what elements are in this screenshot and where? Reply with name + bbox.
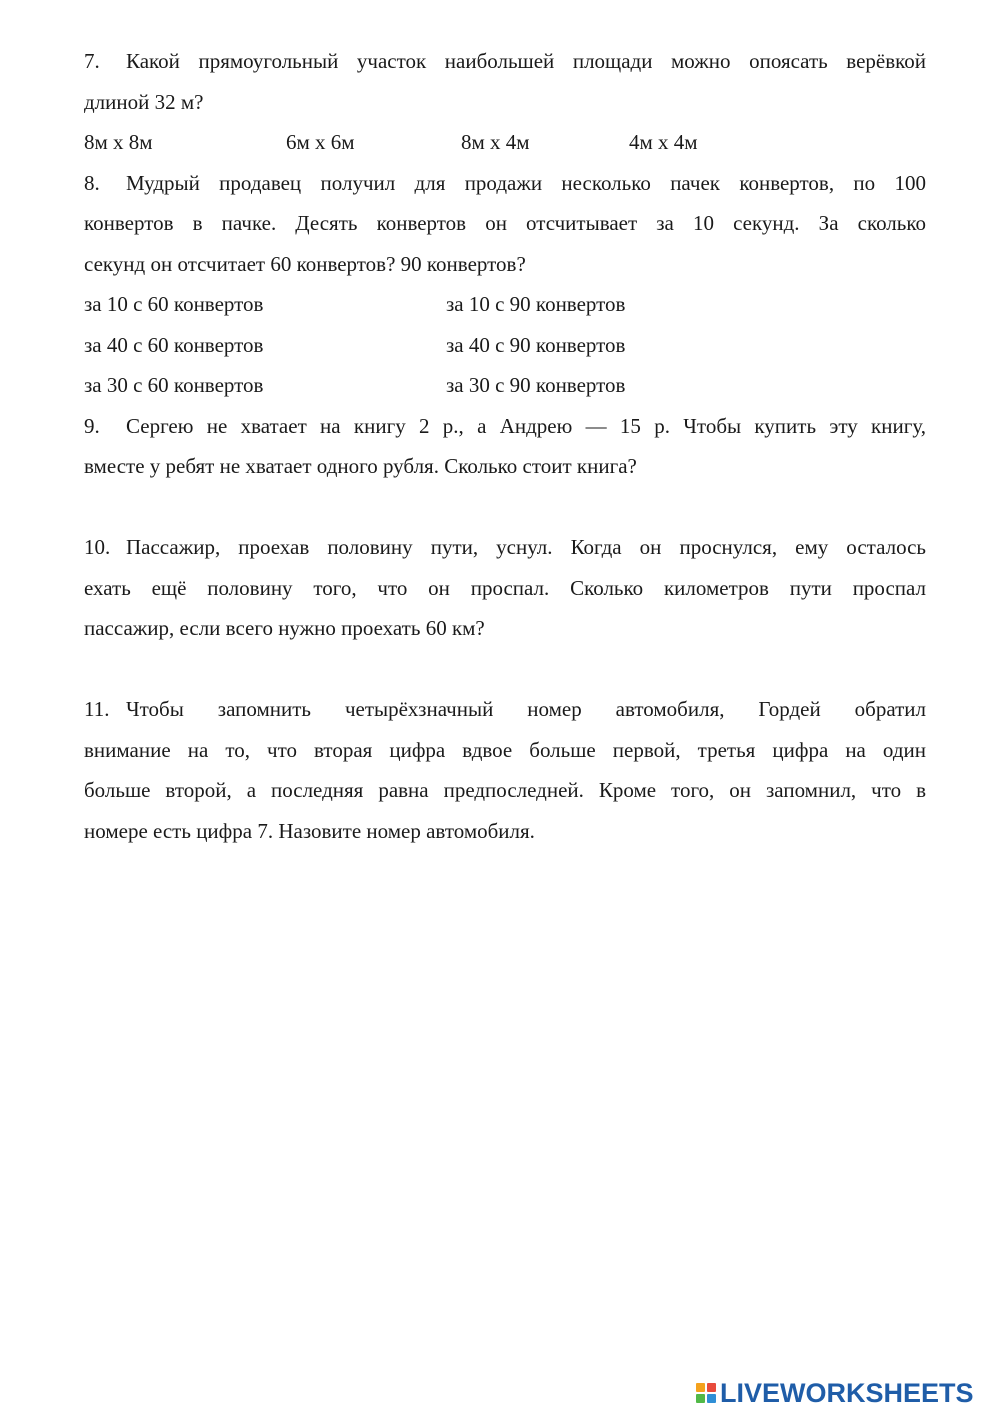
- question-text: Какой прямоугольный участок наибольшей площади можно опоясать верёвкой: [126, 49, 926, 73]
- question-7: [84, 41, 926, 163]
- question-number: 7.: [84, 49, 100, 73]
- question-11-line-4: номере есть цифра 7. Назовите номер автомобиля.: [84, 818, 535, 843]
- answer-option[interactable]: 4м х 4м: [629, 130, 698, 154]
- question-number: 11.: [84, 697, 110, 721]
- answer-option[interactable]: 8м х 8м: [84, 130, 153, 154]
- answer-option[interactable]: за 10 с 60 конвертов: [84, 292, 264, 316]
- answer-option[interactable]: 8м х 4м: [461, 130, 530, 154]
- question-9-line-2: вместе у ребят не хватает одного рубля. Сколько стоит книга?: [84, 454, 637, 478]
- question-8-options-row-3: [84, 365, 926, 406]
- question-text: Сергею не хватает на книгу 2 р., а Андрею — 15 р. Чтобы купить эту книгу,: [126, 413, 926, 438]
- question-number: 10.: [84, 535, 111, 559]
- question-10-line-1: [84, 527, 926, 568]
- answer-option[interactable]: за 40 с 90 конвертов: [446, 332, 626, 357]
- question-10: [84, 527, 926, 649]
- question-text: Мудрый продавец получил для продажи несколько пачек конвертов, по 100: [126, 170, 926, 195]
- question-9: [84, 406, 926, 487]
- answer-option[interactable]: за 30 с 60 конвертов: [84, 373, 264, 397]
- question-7-line-1: [84, 41, 926, 82]
- question-7-line-2: длиной 32 м?: [84, 89, 204, 114]
- question-9-line-1: [84, 406, 926, 447]
- logo-square: [696, 1394, 705, 1403]
- question-number: 9.: [84, 413, 100, 438]
- question-8-line-1: [84, 163, 926, 204]
- question-8-line-3: секунд он отсчитает 60 конвертов? 90 конвертов?: [84, 251, 526, 276]
- question-10-line-2: ехать ещё половину того, что он проспал. Сколько километров пути проспал: [84, 575, 926, 600]
- question-11: [84, 689, 926, 851]
- question-11-line-3: больше второй, а последняя равна предпоследней. Кроме того, он запомнил, что в: [84, 778, 926, 802]
- spacer: [84, 649, 926, 690]
- question-text: Пассажир, проехав половину пути, уснул. Когда он проснулся, ему осталось: [126, 535, 926, 559]
- question-8-options-row-1: [84, 284, 926, 325]
- question-8-line-2: конвертов в пачке. Десять конвертов он отсчитывает за 10 секунд. За сколько: [84, 211, 926, 235]
- question-11-line-1: [84, 689, 926, 730]
- logo-square: [707, 1383, 716, 1392]
- answer-option[interactable]: за 10 с 90 конвертов: [446, 292, 626, 316]
- question-11-line-2: внимание на то, что вторая цифра вдвое больше первой, третья цифра на один: [84, 737, 926, 762]
- liveworksheets-logo: [696, 1378, 974, 1408]
- question-8: [84, 163, 926, 406]
- logo-text: LIVEWORKSHEETS: [720, 1377, 974, 1408]
- answer-option[interactable]: 6м х 6м: [286, 130, 355, 154]
- logo-square: [707, 1394, 716, 1403]
- spacer: [84, 487, 926, 528]
- worksheet-page: [84, 41, 926, 851]
- logo-square: [696, 1383, 705, 1392]
- question-10-line-3: пассажир, если всего нужно проехать 60 км?: [84, 616, 485, 640]
- question-8-options-row-2: [84, 325, 926, 366]
- question-text: Чтобы запомнить четырёхзначный номер автомобиля, Гордей обратил: [126, 697, 926, 721]
- liveworksheets-logo-icon: [696, 1383, 716, 1403]
- question-number: 8.: [84, 170, 100, 195]
- answer-option[interactable]: за 30 с 90 конвертов: [446, 373, 626, 397]
- answer-option[interactable]: за 40 с 60 конвертов: [84, 332, 264, 357]
- question-7-options: [84, 122, 926, 163]
